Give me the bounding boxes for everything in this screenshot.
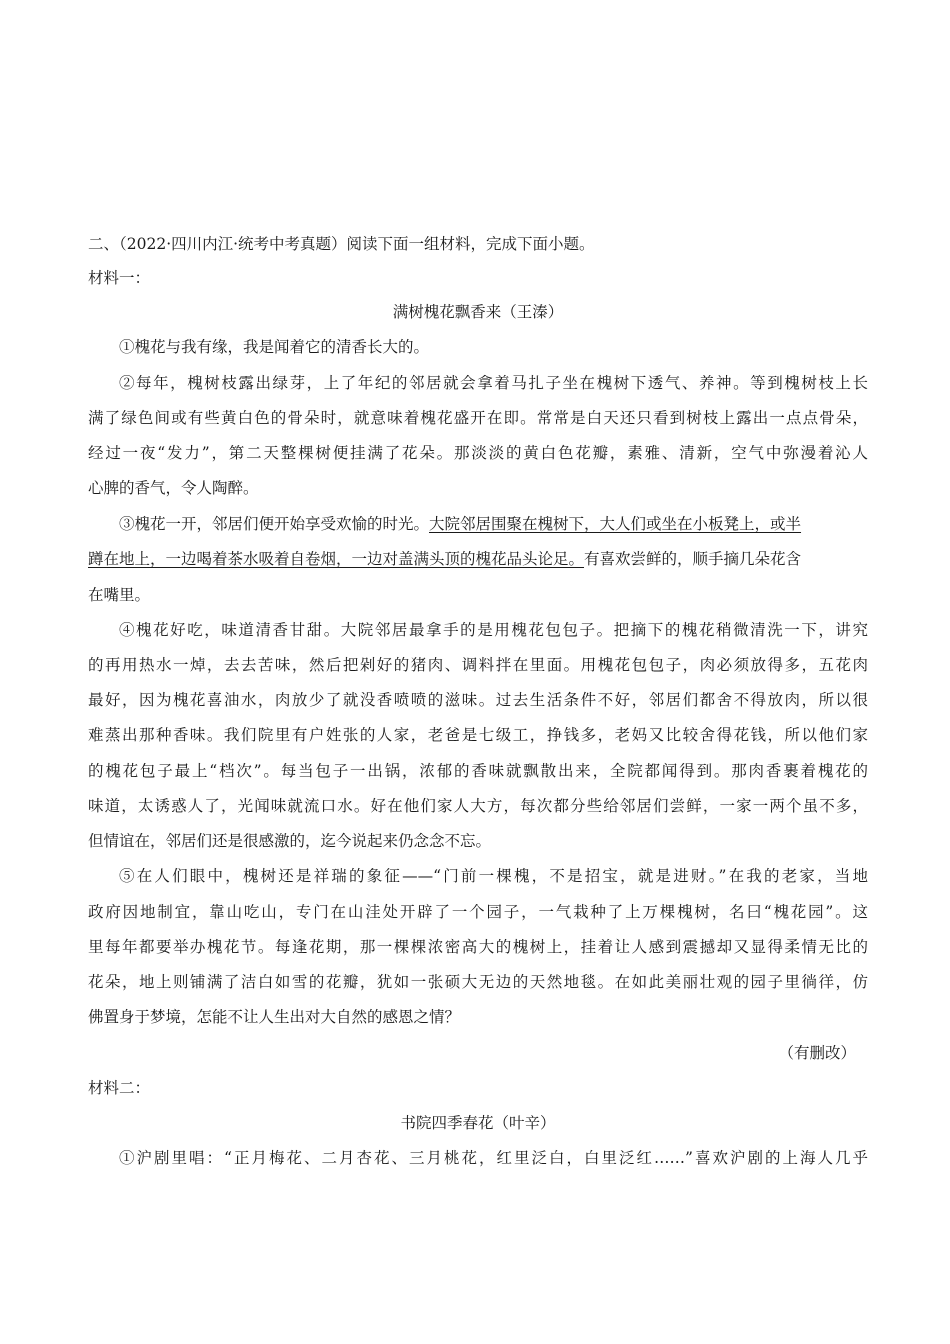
material-two-label: 材料二： [88,1079,151,1097]
paragraph-4-line-3: 最好，因为槐花喜油水，肉放少了就没香喷喷的滋味。过去生活条件不好，邻居们都舍不得放肉，所以很 [88,691,868,709]
paragraph-2-line-4: 心脾的香气，令人陶醉。 [88,479,259,497]
paragraph-3-line-3: 在嘴里。 [88,586,151,604]
paragraph-2-line-2: 满了绿色间或有些黄白色的骨朵时，就意味着槐花盛开在即。常常是白天还只看到树枝上露出一点点骨朵， [88,409,868,427]
paragraph-4-line-6: 味道，太诱惑人了，光闻味就流口水。好在他们家人大方，每次都分些给邻居们尝鲜，一家一两个虽不多， [88,797,868,815]
paragraph-4-line-7: 但情谊在，邻居们还是很感激的，迄今说起来仍念念不忘。 [88,832,492,850]
paragraph-5-line-5: 佛置身于梦境，怎能不让人生出对大自然的感恩之情？ [88,1008,461,1026]
material-two-paragraph-1-line-1: ①沪剧里唱：“正月梅花、二月杏花、三月桃花，红里泛白，白里泛红……”喜欢沪剧的上海人几乎 [119,1149,868,1167]
paragraph-3-text-continued: 有喜欢尝鲜的，顺手摘几朵花含 [584,550,802,568]
paragraph-3-text: ③槐花一开，邻居们便开始享受欢愉的时光。 [119,515,430,533]
material-two-title: 书院四季春花（叶辛） [400,1114,556,1132]
paragraph-2-line-3: 经过一夜“发力”，第二天整棵树便挂满了花朵。那淡淡的黄白色花瓣，素雅、清新，空气中弥漫着沁人 [88,444,868,462]
underlined-sentence-continued: 蹲在地上，一边喝着茶水吸着自卷烟，一边对盖满头顶的槐花品头论足。 [88,550,585,568]
paragraph-4-line-5: 的槐花包子最上“档次”。每当包子一出锅，浓郁的香味就飘散出来，全院都闻得到。那肉香裹着槐花的 [88,762,868,780]
paragraph-3-line-2 [88,549,868,569]
material-one-label: 材料一： [88,269,151,287]
paragraph-5-line-4: 花朵，地上则铺满了洁白如雪的花瓣，犹如一张硕大无边的天然地毯。在如此美丽壮观的园子里徜徉，仿 [88,973,868,991]
paragraph-5-line-3: 里每年都要举办槐花节。每逢花期，那一棵棵浓密高大的槐树上，挂着让人感到震撼却又显得柔情无比的 [88,938,868,956]
paragraph-4-line-1: ④槐花好吃，味道清香甘甜。大院邻居最拿手的是用槐花包包子。把摘下的槐花稍微清洗一下，讲究 [119,621,868,639]
paragraph-2-line-1: ②每年，槐树枝露出绿芽，上了年纪的邻居就会拿着马扎子坐在槐树下透气、养神。等到槐树枝上长 [119,374,868,392]
paragraph-4-line-4: 难蒸出那种香味。我们院里有户姓张的人家，老爸是七级工，挣钱多，老妈又比较舍得花钱，所以他们家 [88,726,868,744]
paragraph-5-line-2: 政府因地制宜，靠山吃山，专门在山洼处开辟了一个园子，一气栽种了上万棵槐树，名曰“槐花园”。这 [88,903,868,921]
material-one-title: 满树槐花飘香来（王溱） [392,303,564,321]
underlined-sentence: 大院邻居围聚在槐树下，大人们或坐在小板凳上，或半 [429,515,802,533]
paragraph-5-line-1: ⑤在人们眼中，槐树还是祥瑞的象征——“门前一棵槐，不是招宝，就是进财。”在我的老家，当地 [119,867,868,885]
question-header: 二、（2022·四川内江·统考中考真题）阅读下面一组材料，完成下面小题。 [88,235,595,253]
paragraph-3-line-1 [88,514,868,534]
paragraph-1: ①槐花与我有缘，我是闻着它的清香长大的。 [119,338,430,356]
paragraph-4-line-2: 的再用热水一焯，去去苦味，然后把剁好的猪肉、调料拌在里面。用槐花包包子，肉必须放得多，五花肉 [88,656,868,674]
revision-note: （有删改） [778,1044,856,1062]
